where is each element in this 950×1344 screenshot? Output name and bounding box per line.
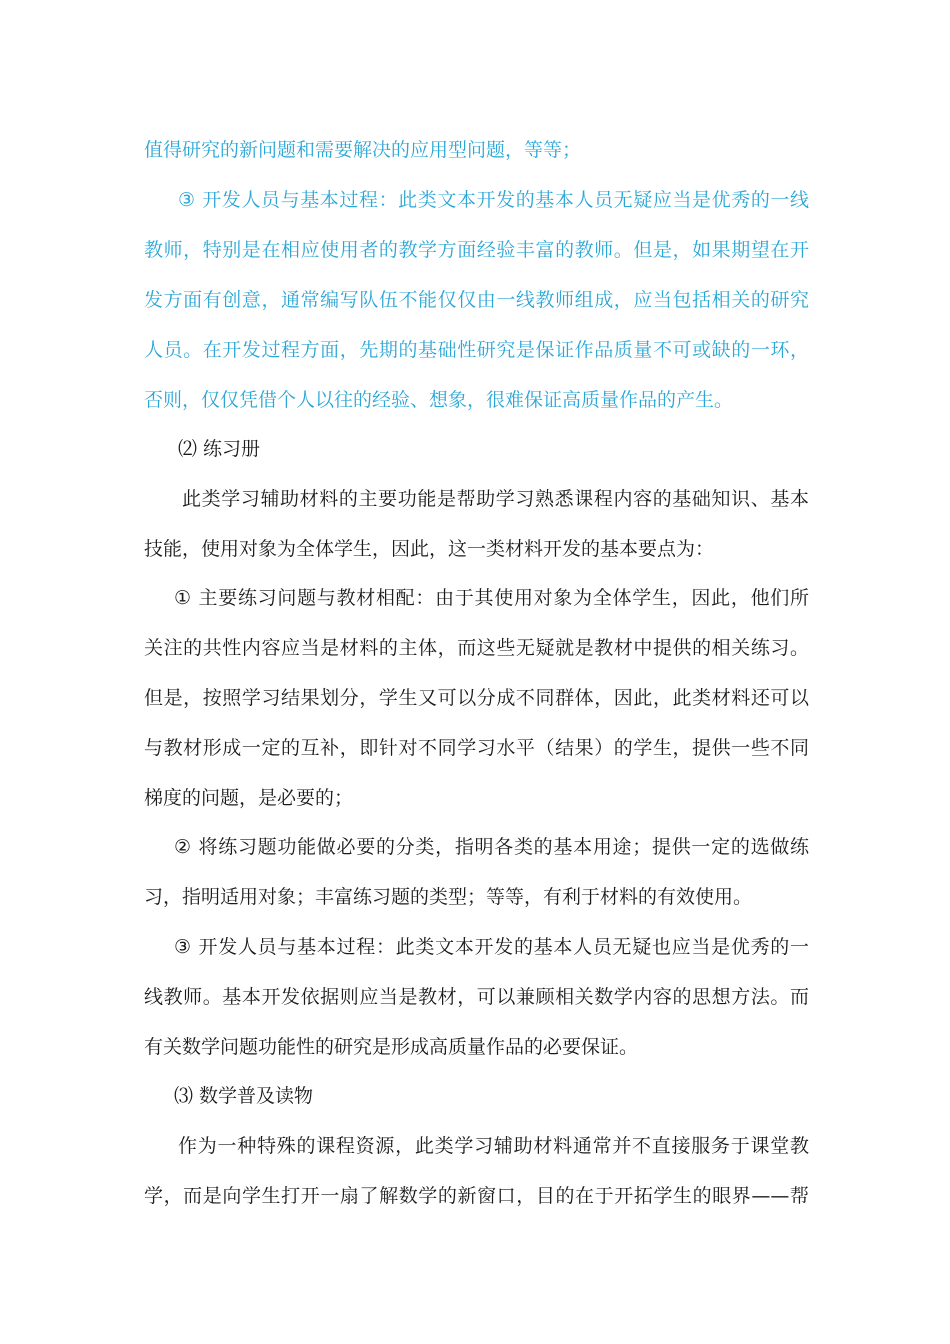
section-heading: ⑵ 练习册 (178, 438, 261, 460)
text-line: ② 将练习题功能做必要的分类，指明各类的基本用途；提供一定的选做练 (174, 836, 809, 858)
text-line: 作为一种特殊的课程资源，此类学习辅助材料通常并不直接服务于课堂教 (178, 1135, 809, 1157)
text-line: 与教材形成一定的互补，即针对不同学习水平（结果）的学生，提供一些不同 (144, 737, 809, 759)
text-line: 线教师。基本开发依据则应当是教材，可以兼顾相关数学内容的思想方法。而 (144, 986, 809, 1008)
text-line: ③ 开发人员与基本过程：此类文本开发的基本人员无疑应当是优秀的一线 (178, 189, 809, 211)
text-line: 发方面有创意，通常编写队伍不能仅仅由一线教师组成，应当包括相关的研究 (144, 289, 809, 311)
section-heading: ⑶ 数学普及读物 (174, 1085, 314, 1107)
text-line: ① 主要练习问题与教材相配：由于其使用对象为全体学生，因此，他们所 (174, 587, 809, 609)
text-line: 但是，按照学习结果划分，学生又可以分成不同群体，因此，此类材料还可以 (144, 687, 809, 709)
text-line: 梯度的问题，是必要的； (144, 787, 354, 809)
text-line: 教师，特别是在相应使用者的教学方面经验丰富的教师。但是，如果期望在开 (144, 239, 809, 261)
text-line: 此类学习辅助材料的主要功能是帮助学习熟悉课程内容的基础知识、基本 (182, 488, 809, 510)
text-line: 有关数学问题功能性的研究是形成高质量作品的必要保证。 (144, 1036, 639, 1058)
text-line: 关注的共性内容应当是材料的主体，而这些无疑就是教材中提供的相关练习。 (144, 637, 809, 659)
text-line: 技能，使用对象为全体学生，因此，这一类材料开发的基本要点为： (144, 538, 715, 560)
text-line: 习，指明适用对象；丰富练习题的类型；等等，有利于材料的有效使用。 (144, 886, 753, 908)
text-line: 学，而是向学生打开一扇了解数学的新窗口，目的在于开拓学生的眼界——帮 (144, 1185, 809, 1207)
text-line: 否则，仅仅凭借个人以往的经验、想象，很难保证高质量作品的产生。 (144, 389, 734, 411)
text-line: 人员。在开发过程方面，先期的基础性研究是保证作品质量不可或缺的一环， (144, 339, 809, 361)
text-line: 值得研究的新问题和需要解决的应用型问题，等等； (144, 139, 582, 161)
text-line: ③ 开发人员与基本过程：此类文本开发的基本人员无疑也应当是优秀的一 (174, 936, 809, 958)
